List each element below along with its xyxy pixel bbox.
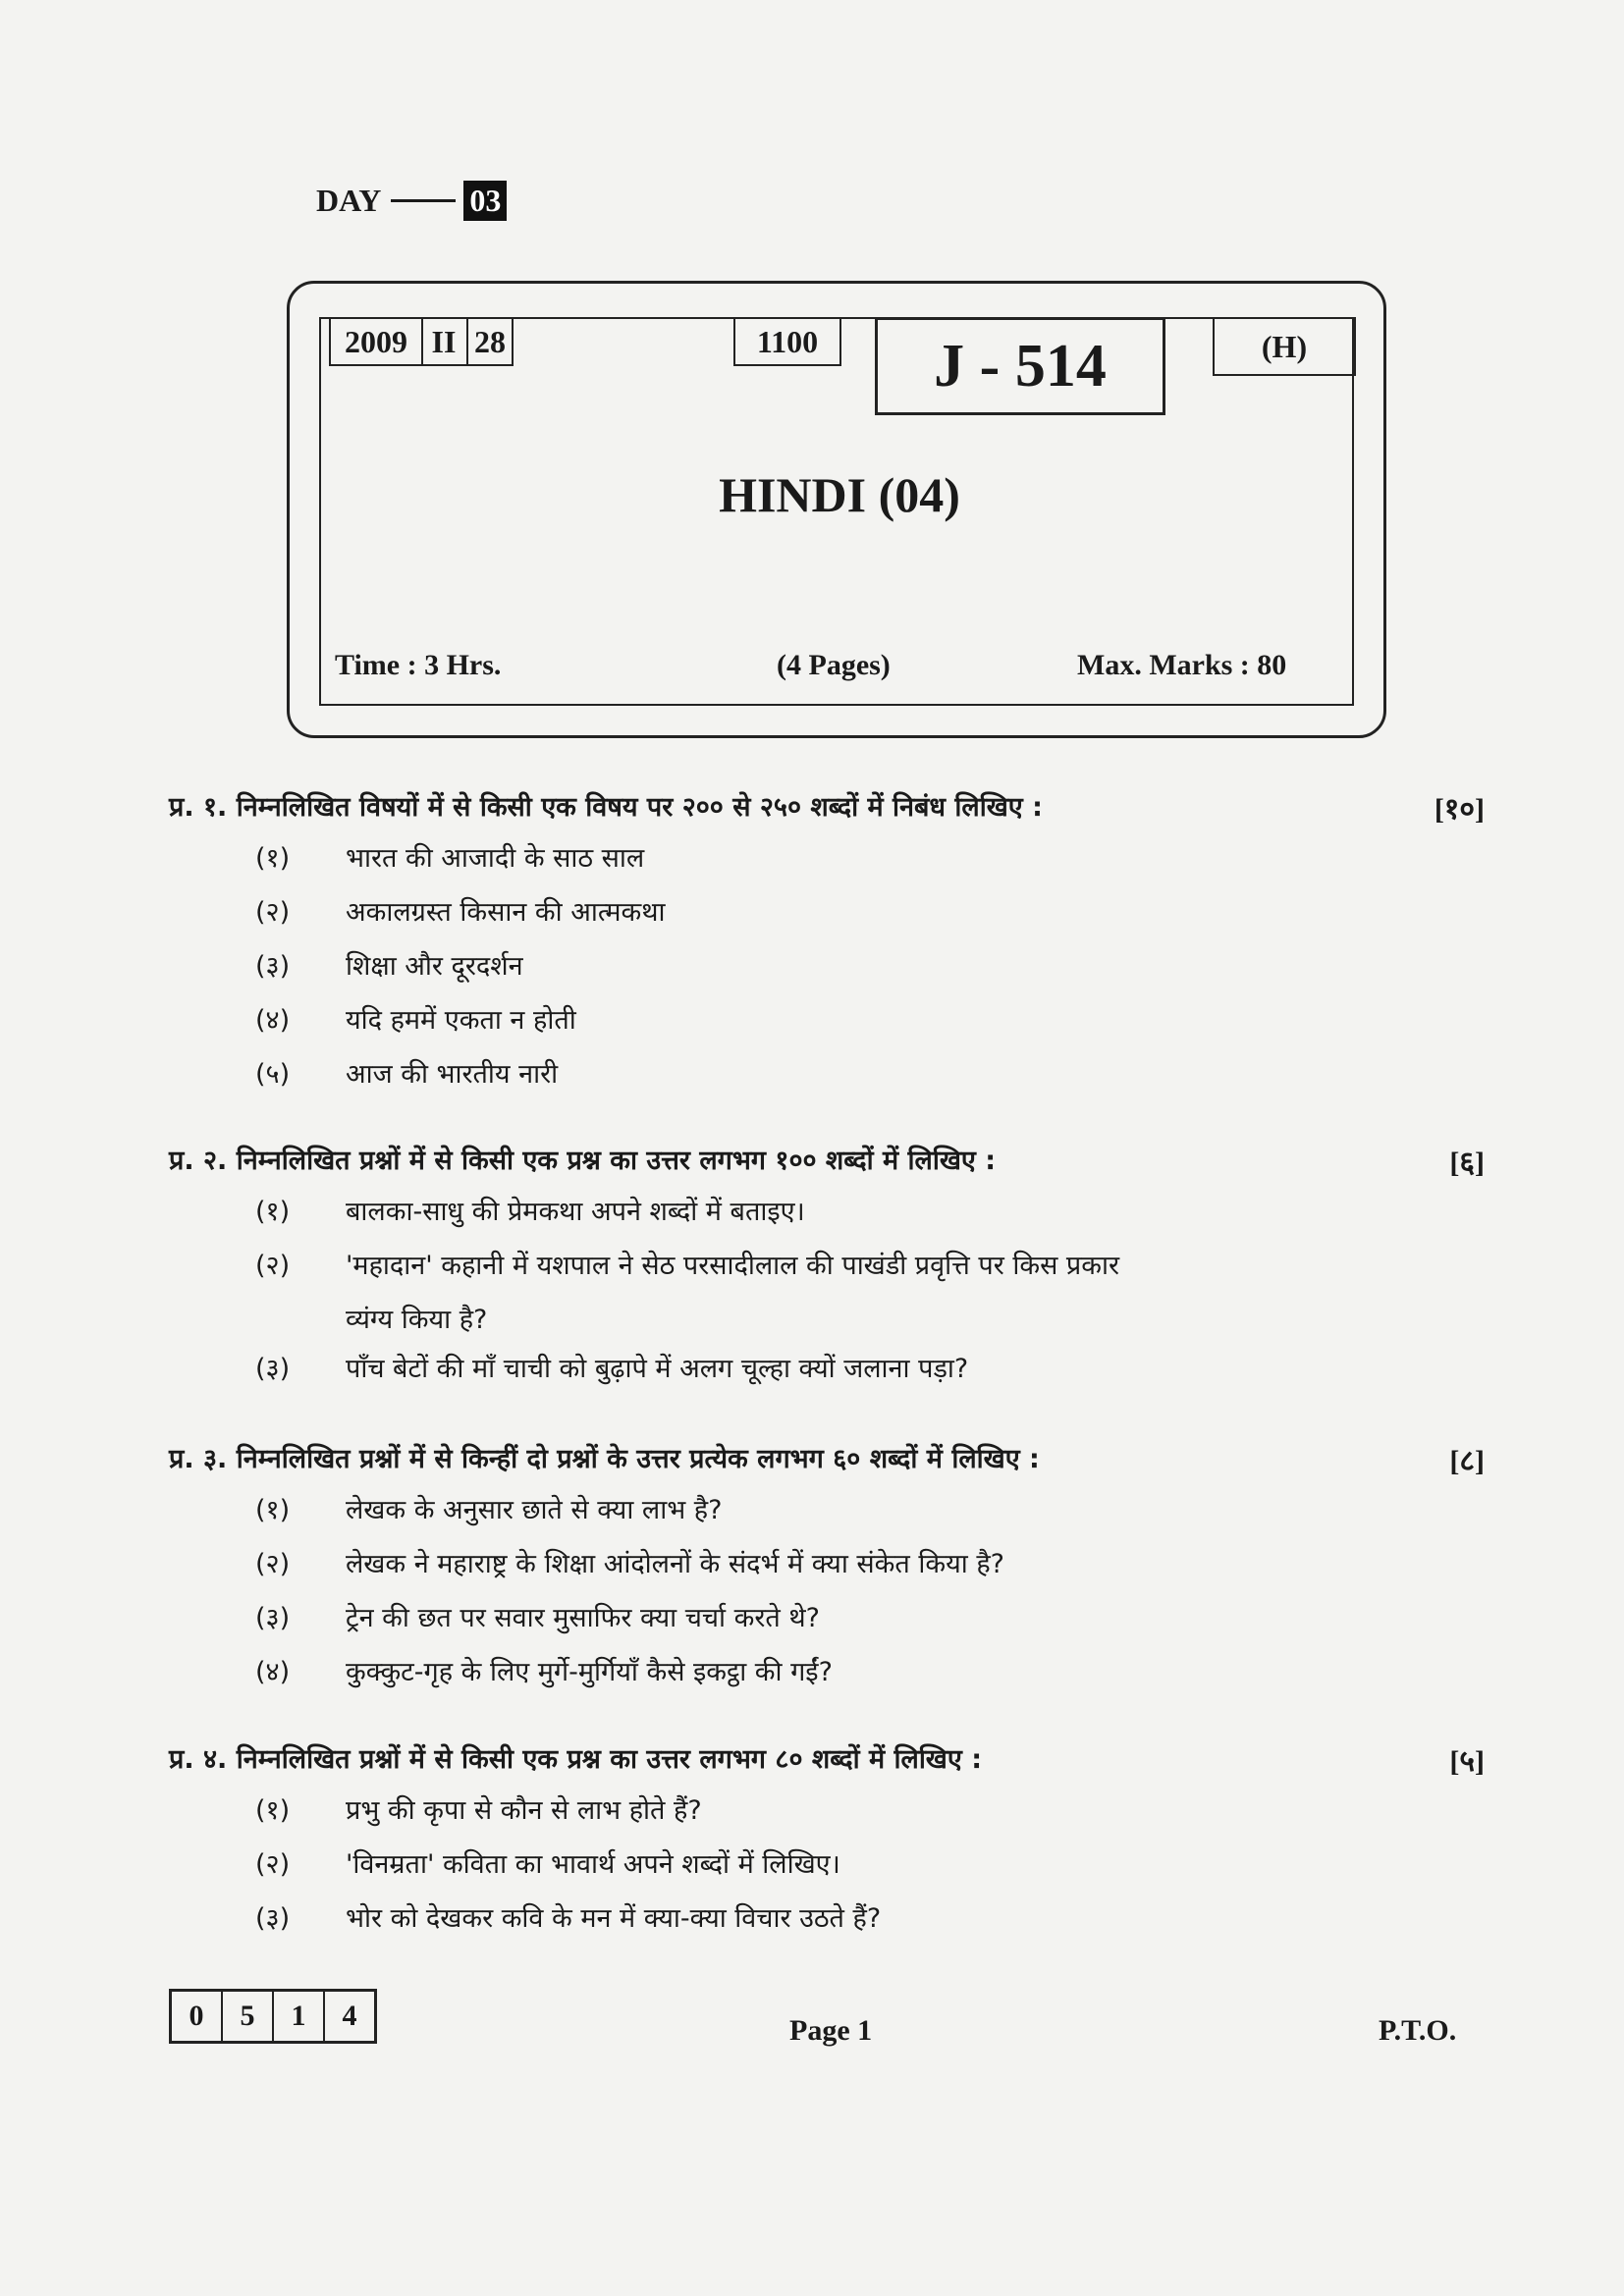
option-text: पाँच बेटों की माँ चाची को बुढ़ापे में अलग चूल्हा क्यों जलाना पड़ा?	[346, 1354, 969, 1384]
year-cell: 2009	[329, 317, 423, 366]
option-text: लेखक ने महाराष्ट्र के शिक्षा आंदोलनों के संदर्भ में क्या संकेत किया है?	[346, 1549, 1005, 1579]
paper-code-digits	[169, 1989, 377, 2044]
option-number: (१)	[255, 843, 291, 874]
option-text: अकालग्रस्त किसान की आत्मकथा	[346, 897, 666, 928]
question-text: निम्नलिखित प्रश्नों में से किन्हीं दो प्रश्नों के उत्तर प्रत्येक लगभग ६० शब्दों में लिखिए :	[236, 1444, 1040, 1474]
option-number: (१)	[255, 1795, 291, 1826]
option-item	[169, 1246, 1485, 1300]
day-marker	[316, 181, 507, 221]
question-text: निम्नलिखित विषयों में से किसी एक विषय पर २०० से २५० शब्दों में निबंध लिखिए :	[236, 792, 1043, 823]
option-text: कुक्कुट-गृह के लिए मुर्गे-मुर्गियाँ कैसे इकट्ठा की गईं?	[346, 1657, 833, 1687]
date-cell: 28	[466, 317, 514, 366]
code-digit: 1	[274, 1992, 325, 2041]
option-text: ट्रेन की छत पर सवार मुसाफिर क्या चर्चा करते थे?	[346, 1603, 820, 1633]
pto-label: P.T.O.	[1379, 2014, 1457, 2047]
option-number: (३)	[255, 1603, 291, 1633]
question-text: निम्नलिखित प्रश्नों में से किसी एक प्रश्न का उत्तर लगभग १०० शब्दों में लिखिए :	[236, 1146, 997, 1176]
option-continuation	[169, 1300, 1485, 1349]
day-number: 03	[463, 181, 507, 221]
question-marks: [१०]	[1434, 793, 1485, 826]
day-label: DAY	[316, 183, 382, 218]
option-number: (५)	[255, 1059, 291, 1090]
question-1	[169, 787, 1485, 1108]
option-number: (१)	[255, 1197, 291, 1227]
question-marks: [५]	[1449, 1745, 1485, 1778]
exam-code: J - 514	[875, 317, 1165, 415]
exam-header-box	[287, 281, 1386, 738]
day-dash	[391, 199, 456, 202]
question-4	[169, 1739, 1485, 1952]
option-item	[169, 1544, 1485, 1598]
option-text: व्यंग्य किया है?	[346, 1305, 488, 1335]
option-item	[169, 1598, 1485, 1652]
option-item	[169, 838, 1485, 892]
question-3	[169, 1439, 1485, 1706]
option-number: (४)	[255, 1657, 291, 1687]
option-item	[169, 1898, 1485, 1952]
question-marks: [६]	[1449, 1147, 1485, 1179]
option-number: (३)	[255, 951, 291, 982]
max-marks-label: Max. Marks : 80	[1077, 649, 1287, 681]
question-line	[169, 1141, 1485, 1192]
option-item	[169, 1652, 1485, 1706]
subject-title: HINDI (04)	[719, 467, 960, 522]
question-prefix: प्र. ३.	[169, 1444, 228, 1474]
option-number: (१)	[255, 1495, 291, 1525]
question-2	[169, 1141, 1485, 1403]
option-text: यदि हममें एकता न होती	[346, 1005, 576, 1036]
question-text: निम्नलिखित प्रश्नों में से किसी एक प्रश्न का उत्तर लगभग ८० शब्दों में लिखिए :	[236, 1744, 983, 1775]
option-number: (२)	[255, 1849, 291, 1880]
option-item	[169, 1490, 1485, 1544]
question-prefix: प्र. १.	[169, 792, 228, 823]
page-number: Page 1	[789, 2014, 873, 2047]
option-item	[169, 1054, 1485, 1108]
question-line	[169, 787, 1485, 838]
question-line	[169, 1439, 1485, 1490]
option-item	[169, 1192, 1485, 1246]
code-digit: 4	[342, 2000, 357, 2032]
option-number: (३)	[255, 1354, 291, 1384]
option-number: (२)	[255, 897, 291, 928]
option-number: (२)	[255, 1549, 291, 1579]
pages-label: (4 Pages)	[777, 649, 891, 681]
question-line	[169, 1739, 1485, 1790]
option-text: आज की भारतीय नारी	[346, 1059, 559, 1090]
question-marks: [८]	[1449, 1445, 1485, 1477]
question-prefix: प्र. ४.	[169, 1744, 228, 1775]
code-digit: 0	[172, 1992, 223, 2041]
option-number: (३)	[255, 1903, 291, 1934]
roman-cell: II	[421, 317, 468, 366]
option-text: प्रभु की कृपा से कौन से लाभ होते हैं?	[346, 1795, 702, 1826]
option-text: 'महादान' कहानी में यशपाल ने सेठ परसादीलाल की पाखंडी प्रवृत्ति पर किस प्रकार	[346, 1251, 1120, 1281]
option-text: 'विनम्रता' कविता का भावार्थ अपने शब्दों में लिखिए।	[346, 1849, 840, 1880]
option-text: भोर को देखकर कवि के मन में क्या-क्या विचार उठते हैं?	[346, 1903, 882, 1934]
option-item	[169, 1349, 1485, 1403]
code-digit: 5	[223, 1992, 274, 2041]
option-number: (२)	[255, 1251, 291, 1281]
option-item	[169, 1844, 1485, 1898]
time-label: Time : 3 Hrs.	[335, 649, 502, 681]
medium-cell: (H)	[1213, 317, 1356, 376]
option-item	[169, 946, 1485, 1000]
option-text: लेखक के अनुसार छाते से क्या लाभ है?	[346, 1495, 723, 1525]
option-item	[169, 1790, 1485, 1844]
option-number: (४)	[255, 1005, 291, 1036]
option-text: भारत की आजादी के साठ साल	[346, 843, 645, 874]
question-prefix: प्र. २.	[169, 1146, 228, 1176]
option-text: शिक्षा और दूरदर्शन	[346, 951, 523, 982]
option-item	[169, 892, 1485, 946]
count-cell: 1100	[733, 317, 841, 366]
option-text: बालका-साधु की प्रेमकथा अपने शब्दों में बताइए।	[346, 1197, 805, 1227]
option-item	[169, 1000, 1485, 1054]
